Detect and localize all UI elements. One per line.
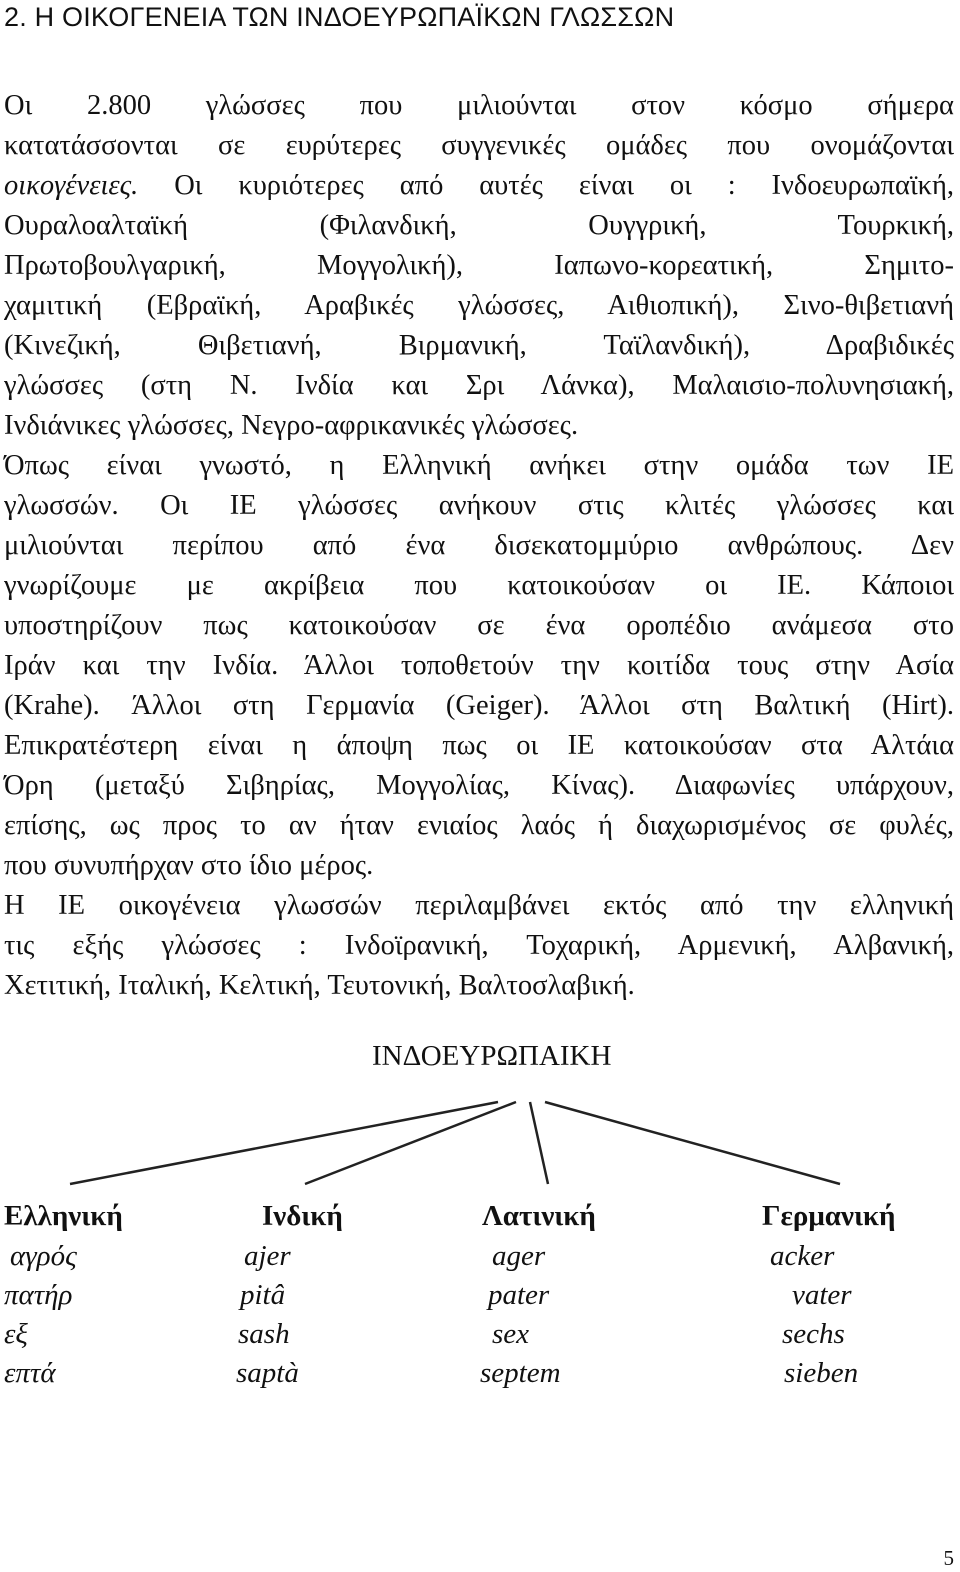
column-header-greek: Ελληνική [4, 1200, 123, 1232]
word-indic: ajer [244, 1240, 291, 1272]
text-line: Χετιτική, Ιταλική, Κελτική, Τευτονική, Βαλτοσλαβική. [4, 970, 635, 1001]
text-line-rest: Οι κυριότερες από αυτές είναι οι : Ινδοευρωπαϊκή, [174, 170, 955, 201]
text-line: μιλιούνται περίπου από ένα δισεκατομμύριο ανθρώπους. Δεν [4, 530, 954, 561]
word-latin: sex [492, 1318, 530, 1350]
word-latin: ager [492, 1240, 546, 1272]
word-latin: pater [488, 1279, 550, 1311]
word-greek: επτά [4, 1357, 56, 1389]
text-line: Επικρατέστερη είναι η άποψη πως οι ΙΕ κατοικούσαν στα Αλτάια [4, 730, 954, 761]
column-header-germanic: Γερμανική [762, 1200, 896, 1232]
family-tree-lines [0, 1080, 960, 1190]
text-line: τις εξής γλώσσες : Ινδοϊρανική, Τοχαρική, Αρμενική, Αλβανική, [4, 930, 954, 961]
text-line: Πρωτοβουλγαρική, Μογγολική), Ιαπωνο-κορεατική, Σημιτο- [4, 250, 954, 281]
text-line: γνωρίζουμε με ακρίβεια που κατοικούσαν οι ΙΕ. Κάποιοι [4, 570, 954, 601]
text-line: Οι 2.800 γλώσσες που μιλιούνται στον κόσμο σήμερα [4, 90, 954, 121]
word-germanic: sieben [784, 1357, 859, 1389]
tree-branch-latin [530, 1102, 548, 1184]
page-number: 5 [943, 1546, 954, 1570]
word-indic: saptà [236, 1357, 299, 1389]
text-line [4, 166, 954, 206]
text-line: Ινδιάνικες γλώσσες, Νεγρο-αφρικανικές γλώσσες. [4, 410, 579, 441]
text-line: επίσης, ως προς το αν ήταν ενιαίος λαός ή διαχωρισμένος σε φυλές, [4, 810, 954, 841]
word-indic: sash [238, 1318, 290, 1350]
text-line: χαμιτική (Εβραϊκή, Αραβικές γλώσσες, Αιθιοπική), Σινο-θιβετιανή [4, 290, 954, 321]
word-germanic: sechs [782, 1318, 845, 1350]
italic-term: οικογένειες. [4, 170, 139, 201]
word-latin: septem [480, 1357, 561, 1389]
text-line: Ουραλοαλταϊκή (Φιλανδική, Ουγγρική, Τουρκική, [4, 210, 954, 241]
column-header-indic: Ινδική [262, 1200, 343, 1232]
word-greek: εξ [4, 1318, 28, 1350]
word-germanic: vater [792, 1279, 852, 1311]
text-line: Όπως είναι γνωστό, η Ελληνική ανήκει στην ομάδα των ΙΕ [4, 450, 954, 481]
word-indic: pitâ [240, 1279, 286, 1311]
tree-root-label: ΙΝΔΟΕΥΡΩΠΑΙΚΗ [372, 1040, 612, 1072]
text-line: Όρη (μεταξύ Σιβηρίας, Μογγολίας, Κίνας). Διαφωνίες υπάρχουν, [4, 770, 954, 801]
word-greek: πατήρ [4, 1279, 73, 1311]
body-paragraphs [4, 86, 954, 1006]
text-line: γλωσσών. Οι ΙΕ γλώσσες ανήκουν στις κλιτές γλώσσες και [4, 490, 954, 521]
tree-branch-greek [70, 1102, 498, 1184]
text-line: (Κινεζική, Θιβετιανή, Βιρμανική, Ταϊλανδική), Δραβιδικές [4, 330, 954, 361]
word-greek: αγρός [10, 1240, 77, 1272]
word-germanic: acker [770, 1240, 835, 1272]
tree-branch-indic [305, 1102, 516, 1184]
column-header-latin: Λατινική [482, 1200, 596, 1232]
text-line: κατατάσσονται σε ευρύτερες συγγενικές ομάδες που ονομάζονται [4, 130, 954, 161]
text-line: Η ΙΕ οικογένεια γλωσσών περιλαμβάνει εκτός από την ελληνική [4, 890, 954, 921]
section-heading: 2. Η ΟΙΚΟΓΕΝΕΙΑ ΤΩΝ ΙΝΔΟΕΥΡΩΠΑΪΚΩΝ ΓΛΩΣΣΩΝ [4, 2, 675, 32]
text-line: (Krahe). Άλλοι στη Γερμανία (Geiger). Άλλοι στη Βαλτική (Hirt). [4, 690, 954, 721]
text-line: υποστηρίζουν πως κατοικούσαν σε ένα οροπέδιο ανάμεσα στο [4, 610, 954, 641]
text-line: Ιράν και την Ινδία. Άλλοι τοποθετούν την κοιτίδα τους στην Ασία [4, 650, 954, 681]
tree-branch-germanic [545, 1102, 840, 1184]
text-line: γλώσσες (στη Ν. Ινδία και Σρι Λάνκα), Μαλαισιο-πολυνησιακή, [4, 370, 954, 401]
text-line: που συνυπήρχαν στο ίδιο μέρος. [4, 850, 374, 881]
